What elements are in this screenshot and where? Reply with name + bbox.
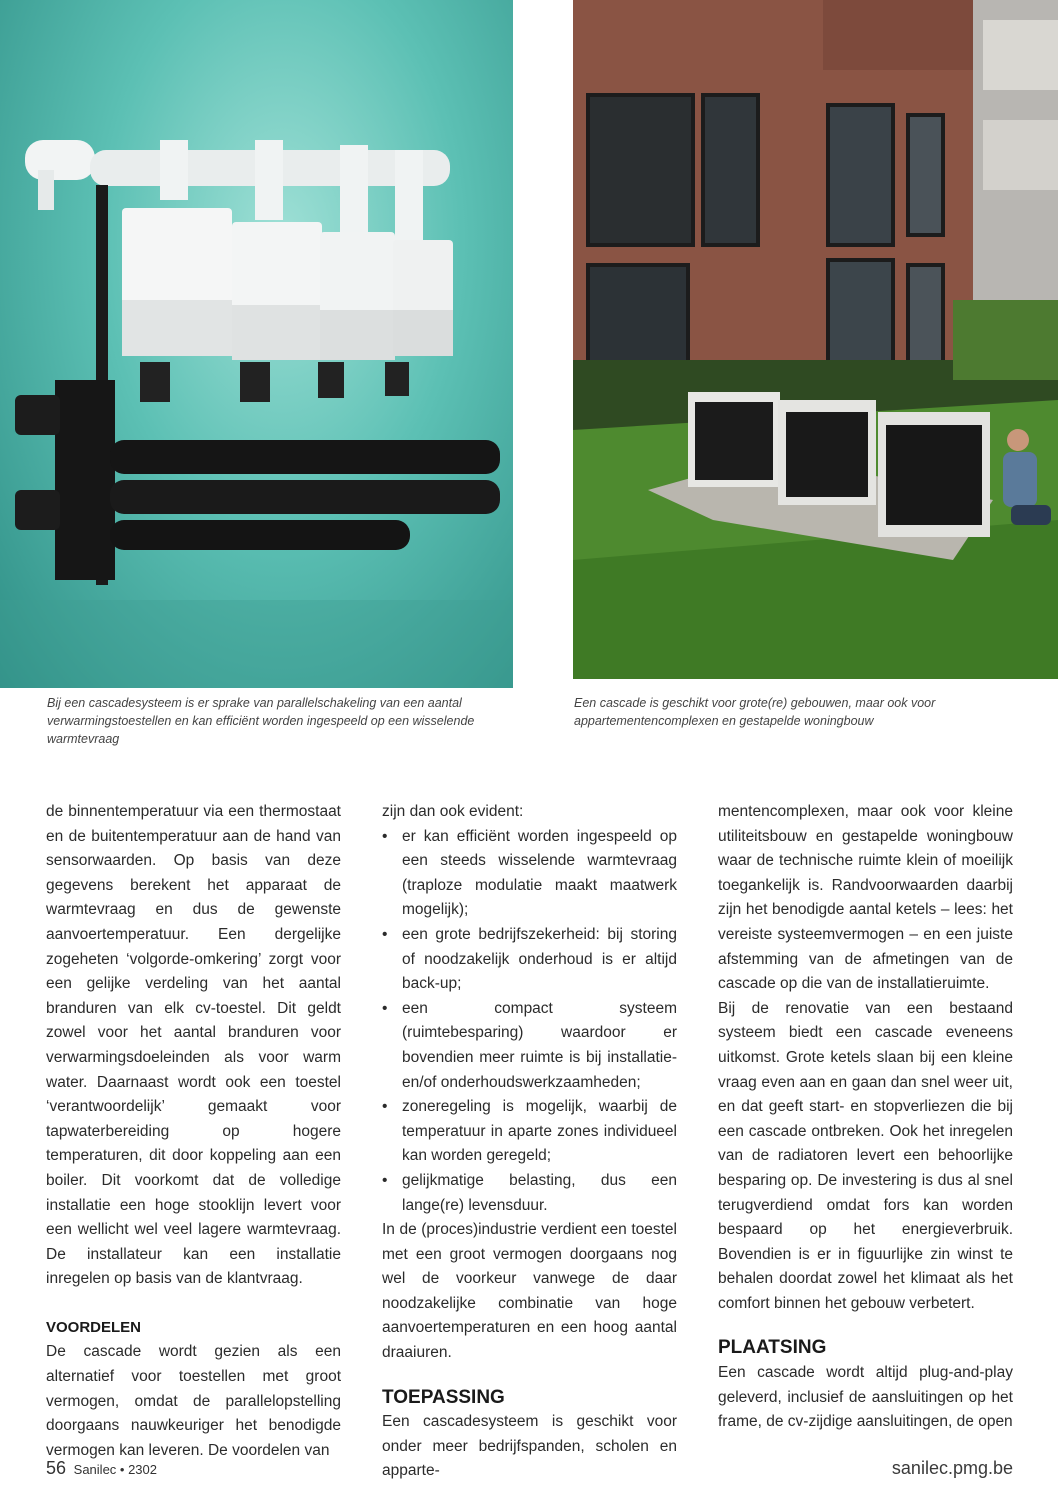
magazine-issue: Sanilec • 2302 xyxy=(73,1462,157,1477)
text-column-2 xyxy=(382,800,677,1484)
paragraph: Bij de renovatie van een bestaand systeem biedt een cascade eveneens uitkomst. Grote ketels slaan bij een kleine vraag even aan en gaan dan snel weer uit, en dat geeft start- en stopverliezen die bij een cascade ontbreken. Ook het inregelen van de radiatoren levert een behoorlijke besparing op. De investering is dus al snel terugverdiend omdat fors kan worden bespaard op het energieverbruik. Bovendien is er in figuurlijke zin winst te behalen doordat zowel het klimaat als het comfort binnen het gebouw verbetert. xyxy=(718,999,1013,1312)
photo-boiler-cascade xyxy=(0,0,513,688)
list-item: • er kan efficiënt worden ingespeeld op een steeds wisselende warmtevraag (traploze modulatie maakt maatwerk mogelijk); xyxy=(382,825,677,923)
bullet-icon: • xyxy=(382,827,388,845)
text-column-3 xyxy=(718,800,1013,1435)
photo-heat-pumps-building xyxy=(573,0,1058,679)
paragraph: zijn dan ook evident: xyxy=(382,803,524,820)
bullet-icon: • xyxy=(382,999,388,1017)
list-item: • een compact systeem (ruimtebesparing) waardoor er bovendien meer ruimte is bij installatie- en/of onderhoudswerkzaamheden; xyxy=(382,997,677,1095)
section-heading-toepassing: TOEPASSING xyxy=(382,1386,505,1408)
list-item: • zoneregeling is mogelijk, waarbij de temperatuur in aparte zones individueel kan worden geregeld; xyxy=(382,1095,677,1169)
paragraph: Een cascadesysteem is geschikt voor onder meer bedrijfspanden, scholen en apparte- xyxy=(382,1413,677,1480)
caption-boiler-photo: Bij een cascadesysteem is er sprake van parallelschakeling van een aantal verwarmingstoestellen en kan efficiënt worden ingespeeld op een wisselende warmtevraag xyxy=(47,696,475,746)
list-item: • een grote bedrijfszekerheid: bij storing of noodzakelijk onderhoud is er altijd back-up; xyxy=(382,923,677,997)
section-heading-plaatsing: PLAATSING xyxy=(718,1337,827,1359)
bullet-icon: • xyxy=(382,1171,388,1189)
paragraph: In de (proces)industrie verdient een toestel met een groot vermogen doorgaans nog wel de voorkeur vanwege de daar noodzakelijke combinatie van hoge aanvoertemperaturen en een hoog aantal draaiuren. xyxy=(382,1221,677,1362)
paragraph: de binnentemperatuur via een thermostaat en de buitentemperatuur aan de hand van sensorwaarden. Op basis van deze gegevens berekent het apparaat de warmtevraag en dus de gewenste aanvoertemperatuur. Een dergelijke zogeheten ‘volgorde-omkering’ zorgt voor een gelijke verdeling van het aantal branduren van elk cv-toestel. Dit geldt zowel voor het aantal branduren voor verwarmingsdoeleinden als voor warm water. Daarnaast wordt ook een toestel ‘verantwoordelijk’ gemaakt voor tapwaterbereiding op hogere temperaturen, dit door koppeling aan een boiler. Dit voorkomt dat de volledige installatie een hoge stooklijn levert voor een wellicht wel veel lagere warmtevraag. De installateur kan een installatie inregelen op basis van de klantvraag. xyxy=(46,803,341,1288)
list-item: • gelijkmatige belasting, dus een lange(re) levensduur. xyxy=(382,1169,677,1218)
caption-heat-pump-photo: Een cascade is geschikt voor grote(re) gebouwen, maar ook voor appartementencomplexen en gestapelde woningbouw xyxy=(574,696,936,728)
paragraph: Een cascade wordt altijd plug-and-play geleverd, inclusief de aansluitingen op het frame, de cv-zijdige aansluitingen, de open xyxy=(718,1364,1013,1431)
paragraph: De cascade wordt gezien als een alternatief voor toestellen met groot vermogen, omdat de parallelopstelling doorgaans nauwkeuriger het benodigde vermogen kan leveren. De voordelen van xyxy=(46,1343,341,1459)
bullet-icon: • xyxy=(382,1098,388,1116)
section-heading-voordelen: VOORDELEN xyxy=(46,1318,142,1336)
text-column-1 xyxy=(46,800,341,1463)
heat-pump-scene-illustration xyxy=(573,0,1058,679)
advantages-list xyxy=(382,825,677,1219)
footer-left xyxy=(46,1458,157,1479)
paragraph: mentencomplexen, maar ook voor kleine utiliteitsbouw en gestapelde woningbouw waar de technische ruimte klein of moeilijk toegankelijk is. Randvoorwaarden daarbij zijn het benodigde aantal ketels – lees: het vereiste systeemvermogen – en een juiste afstemming van de afmetingen van de cascade op die van de installatieruimte. xyxy=(718,803,1013,993)
page-number: 56 xyxy=(46,1458,67,1478)
bullet-icon: • xyxy=(382,925,388,943)
website-link[interactable]: sanilec.pmg.be xyxy=(891,1458,1013,1478)
boiler-cascade-illustration xyxy=(0,0,513,688)
